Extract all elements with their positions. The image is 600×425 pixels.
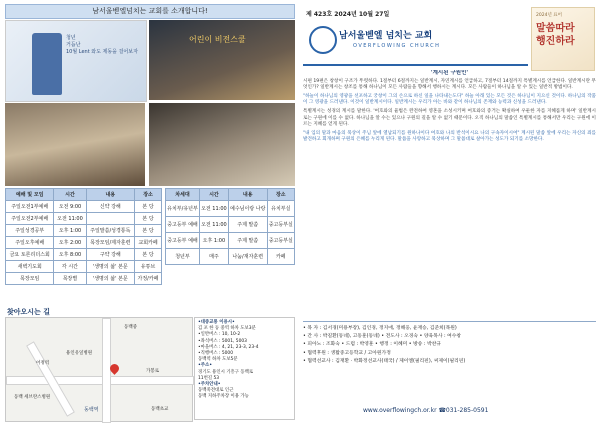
table-row [166, 249, 295, 265]
transport-line: 김 포 한 등 중역 하차 도보3분 [198, 326, 256, 332]
staff-line: • 협력선교사 : 김재환 · 박화정선교사(태국) / 제이엘(필리핀), 씨제이(필리핀) [303, 358, 466, 364]
website-footer[interactable]: www.overflowingch.or.kr ☎031-285-0591 [363, 407, 489, 414]
map-label-hospital: 용인유일병원 [66, 351, 93, 356]
motto-line: 행진하라 [536, 36, 575, 47]
table-row [6, 273, 162, 285]
transport-line: 동백역 하차 도보5분 [198, 357, 238, 363]
table-cell: 새벽기도회 [6, 261, 54, 273]
bulletin-header [303, 4, 596, 76]
table-cell: 가정/카페 [135, 273, 162, 285]
table-cell: 오전 11:00 [199, 201, 228, 217]
table-cell: 오전 11:00 [54, 213, 86, 225]
location-map [5, 317, 193, 422]
staff-line: • 피아노 : 조화숙 • 드럼 : 박영훈 • 행정 : 이혜미 • 방송 : 박찬규 [303, 342, 441, 348]
table-cell: 중고등부 예배 [166, 217, 200, 233]
table-row [6, 213, 162, 225]
table-cell: 유튜브 [135, 261, 162, 273]
left-panel [5, 4, 295, 420]
table-cell: 주일오후예배 [6, 237, 54, 249]
table-cell: 주제 말씀 [228, 217, 267, 233]
photo-youth-poster [5, 20, 147, 102]
map-label-middle-school: 동백중 [124, 325, 138, 330]
column-header: 내용 [86, 189, 135, 201]
table-cell: 오후 2:00 [54, 237, 86, 249]
table-cell: 카페 [267, 249, 294, 265]
table-cell: 주일말씀/성경통독 [86, 225, 135, 237]
transport-line: •좌석버스 : 5001, 5003 [198, 338, 247, 344]
column-header: 시간 [199, 189, 228, 201]
directions-heading: 찾아오시는 길 [7, 308, 51, 316]
table-row [6, 249, 162, 261]
next-generation-table [165, 188, 295, 265]
church-name: 남서울벧엘 넘치는 교회 [339, 31, 433, 41]
sermon-column [303, 70, 596, 318]
address-line: 경기도 용인시 기흥구 동백로 [198, 369, 254, 375]
worship-schedule-table [5, 188, 162, 285]
table-row [6, 237, 162, 249]
table-cell: 목장별 [54, 273, 86, 285]
photo-gathering [149, 103, 295, 186]
parking-heading: •주차안내• [198, 382, 221, 388]
table-cell: 오후 1:00 [54, 225, 86, 237]
table-cell: 금요 토론리더스회 [6, 249, 54, 261]
table-cell: 주제 말씀 [228, 233, 267, 249]
table-cell: 교회카페 [135, 237, 162, 249]
poster-line: 청년 [66, 35, 76, 41]
photo-vision-school [149, 20, 295, 100]
church-subtitle: OVERFLOWING CHURCH [353, 43, 441, 49]
table-row [6, 261, 162, 273]
staff-list [303, 321, 596, 405]
table-cell: 본 당 [135, 213, 162, 225]
transport-heading: •대중교통 이용시• [198, 320, 235, 325]
column-header: 시간 [54, 189, 86, 201]
table-cell: 중고등부 예배 [166, 233, 200, 249]
address-line: 11번길 53 [198, 375, 220, 381]
photo-dining-hall [5, 103, 145, 186]
table-cell: 유치부/유년부 [166, 201, 200, 217]
sermon-paragraph: 시편 19편은 창창이 구조가 뚜렷하다. 1절부터 6절까지는 일반계시, 자연계시를 언급하고, 7절부터 14절까지 특별계시를 언급한다. 일반계시란 무엇인가? 일반계시는 창조를 통해 하나님이 모든 사람들을 향해서 행하시는 계시다. 모든 사람들이 하나님을 알 수 있는 일반적 방법이다. [303, 78, 596, 91]
staff-line: • 협력후원 : 생활중고등학교 / 고아원가정 [303, 350, 391, 356]
parking-line: 동백죽전대로 인근 [198, 388, 234, 394]
header-divider [303, 64, 528, 66]
sermon-paragraph: 특별계시는 성경의 계시를 말한다. '여호와의 율법은 완전하여 영혼을 소성시키며 여호와의 증거는 확실하여 우둔한 자를 지혜롭게 하며' 일반계시로는 구원에 이를 수 없다. 하나님을 알 수는 있으나 구원의 길을 알 수 없기 때문이다. 오직 하나님의 말씀인 특별계시를 통해서만 우리는 구원에 이르는 지혜를 얻게 된다. [303, 108, 596, 128]
table-cell: 오후 1:00 [199, 233, 228, 249]
table-cell: 본 당 [135, 225, 162, 237]
table-cell: 주일오전2부예배 [6, 213, 54, 225]
table-cell: 오후 8:00 [54, 249, 86, 261]
table-cell: '생명의 삶' 본문 [86, 273, 135, 285]
table-header-row [6, 189, 162, 201]
church-logo-icon [309, 26, 337, 54]
poster-text [66, 35, 138, 56]
table-cell: 목장모임/제자훈련 [86, 237, 135, 249]
table-cell: 신약 강해 [86, 201, 135, 213]
table-cell [86, 213, 135, 225]
map-road [6, 376, 194, 385]
motto-line: 말씀따라 [536, 23, 575, 34]
table-cell: 나눔/재자훈련 [228, 249, 267, 265]
table-cell: 청년부 [166, 249, 200, 265]
right-panel [303, 4, 596, 420]
map-label-severance: 동백 세브란스병원 [14, 395, 51, 400]
address-heading: •주소• [198, 363, 213, 369]
table-cell: 각 시간 [54, 261, 86, 273]
table-row [6, 201, 162, 213]
table-cell: 중고등부실 [267, 233, 294, 249]
column-header: 장소 [135, 189, 162, 201]
table-header-row [166, 189, 295, 201]
motto-text [536, 22, 575, 48]
table-cell: 매주 [199, 249, 228, 265]
column-header: 차세대 [166, 189, 200, 201]
transport-line: •일반버스 : 10, 10-2 [198, 332, 241, 338]
transport-info [194, 317, 295, 420]
table-cell: '생명의 삶' 본문 [86, 261, 135, 273]
motto-label: 2024년 표어 [536, 13, 562, 18]
table-cell: 오전 11:00 [199, 217, 228, 233]
table-cell: 주일성경공부 [6, 225, 54, 237]
map-label-dongbaek-station: 동백역 [84, 407, 99, 413]
table-cell: 본 당 [135, 201, 162, 213]
transport-line: •마을버스 : 4, 21, 23-3, 23-4 [198, 344, 259, 350]
table-cell: 목장모임 [6, 273, 54, 285]
table-cell: 주일오전1부예배 [6, 201, 54, 213]
jeans-image [32, 33, 62, 95]
parking-line: 동백 지하주차장 이용 가능 [198, 394, 249, 400]
table-cell: 중고등부실 [267, 217, 294, 233]
staff-line: • 간 사 : 박길환(동네), 고동훈(동네) • 전도사 : 오경숙 • 양육목사 : 여수창 [303, 334, 462, 340]
column-header: 내용 [228, 189, 267, 201]
table-cell: 오전 9:00 [54, 201, 86, 213]
table-cell: 본 당 [135, 249, 162, 261]
table-cell: 구약 강해 [86, 249, 135, 261]
column-header: 예배 및 모임 [6, 189, 54, 201]
table-row [166, 201, 295, 217]
sermon-title: '계시된 구원인' [430, 70, 469, 76]
map-label-elementary: 동백초교 [151, 407, 169, 412]
poster-line: 거듭난 [66, 42, 81, 48]
neon-sign: 어린이 비전스쿨 [189, 35, 246, 44]
sermon-paragraph: "하늘이 하나님의 영광을 선포하고 궁창이 그의 손으로 하신 일을 나타내는도다" 하늘 아래 있는 모든 것은 하나님이 지으신 것이다. 하나님의 작품이 그 영광을 드러낸다. 이것이 일반계시이다. 일반계시는 우리가 아는 바와 같이 하나님의 존재와 능력과 신성을 드러낸다. [303, 93, 596, 106]
poster-line: 10월 Lent 와도 제동을 걸어보자 [66, 49, 138, 55]
transport-line: •직행버스 : 5000 [198, 351, 233, 357]
sermon-paragraph: "내 입의 말과 마음의 묵상이 주님 앞에 열납되기를 원하나이다 여호와 나의 반석이시요 나의 구속자이시여" 계시된 말씀 앞에 우리는 자신의 죄를 발견하고 회개하며 구원의 은혜를 누리게 된다. 말씀을 사랑하고 묵상하며 그 말씀대로 살아가는 성도가 되기를 소망한다. [303, 130, 596, 143]
staff-line: • 목 자 : 김서경(미용부장), 김인경, 정지애, 정해웅, 윤재승, 김준희(목원) [303, 326, 457, 331]
map-label-road: 가봉로 [146, 369, 160, 374]
table-row [166, 217, 295, 233]
issue-date: 제 423호 2024년 10월 27일 [306, 11, 390, 18]
column-header: 장소 [267, 189, 294, 201]
intro-banner: 남서울벧엘넘치는 교회를 소개합니다! [5, 4, 295, 19]
table-cell: 유치부실 [267, 201, 294, 217]
yearly-motto-box [531, 7, 595, 71]
table-cell: 예수님이랑 나랑 [228, 201, 267, 217]
map-label-station: 어정역 [36, 361, 50, 366]
table-row [166, 233, 295, 249]
table-row [6, 225, 162, 237]
